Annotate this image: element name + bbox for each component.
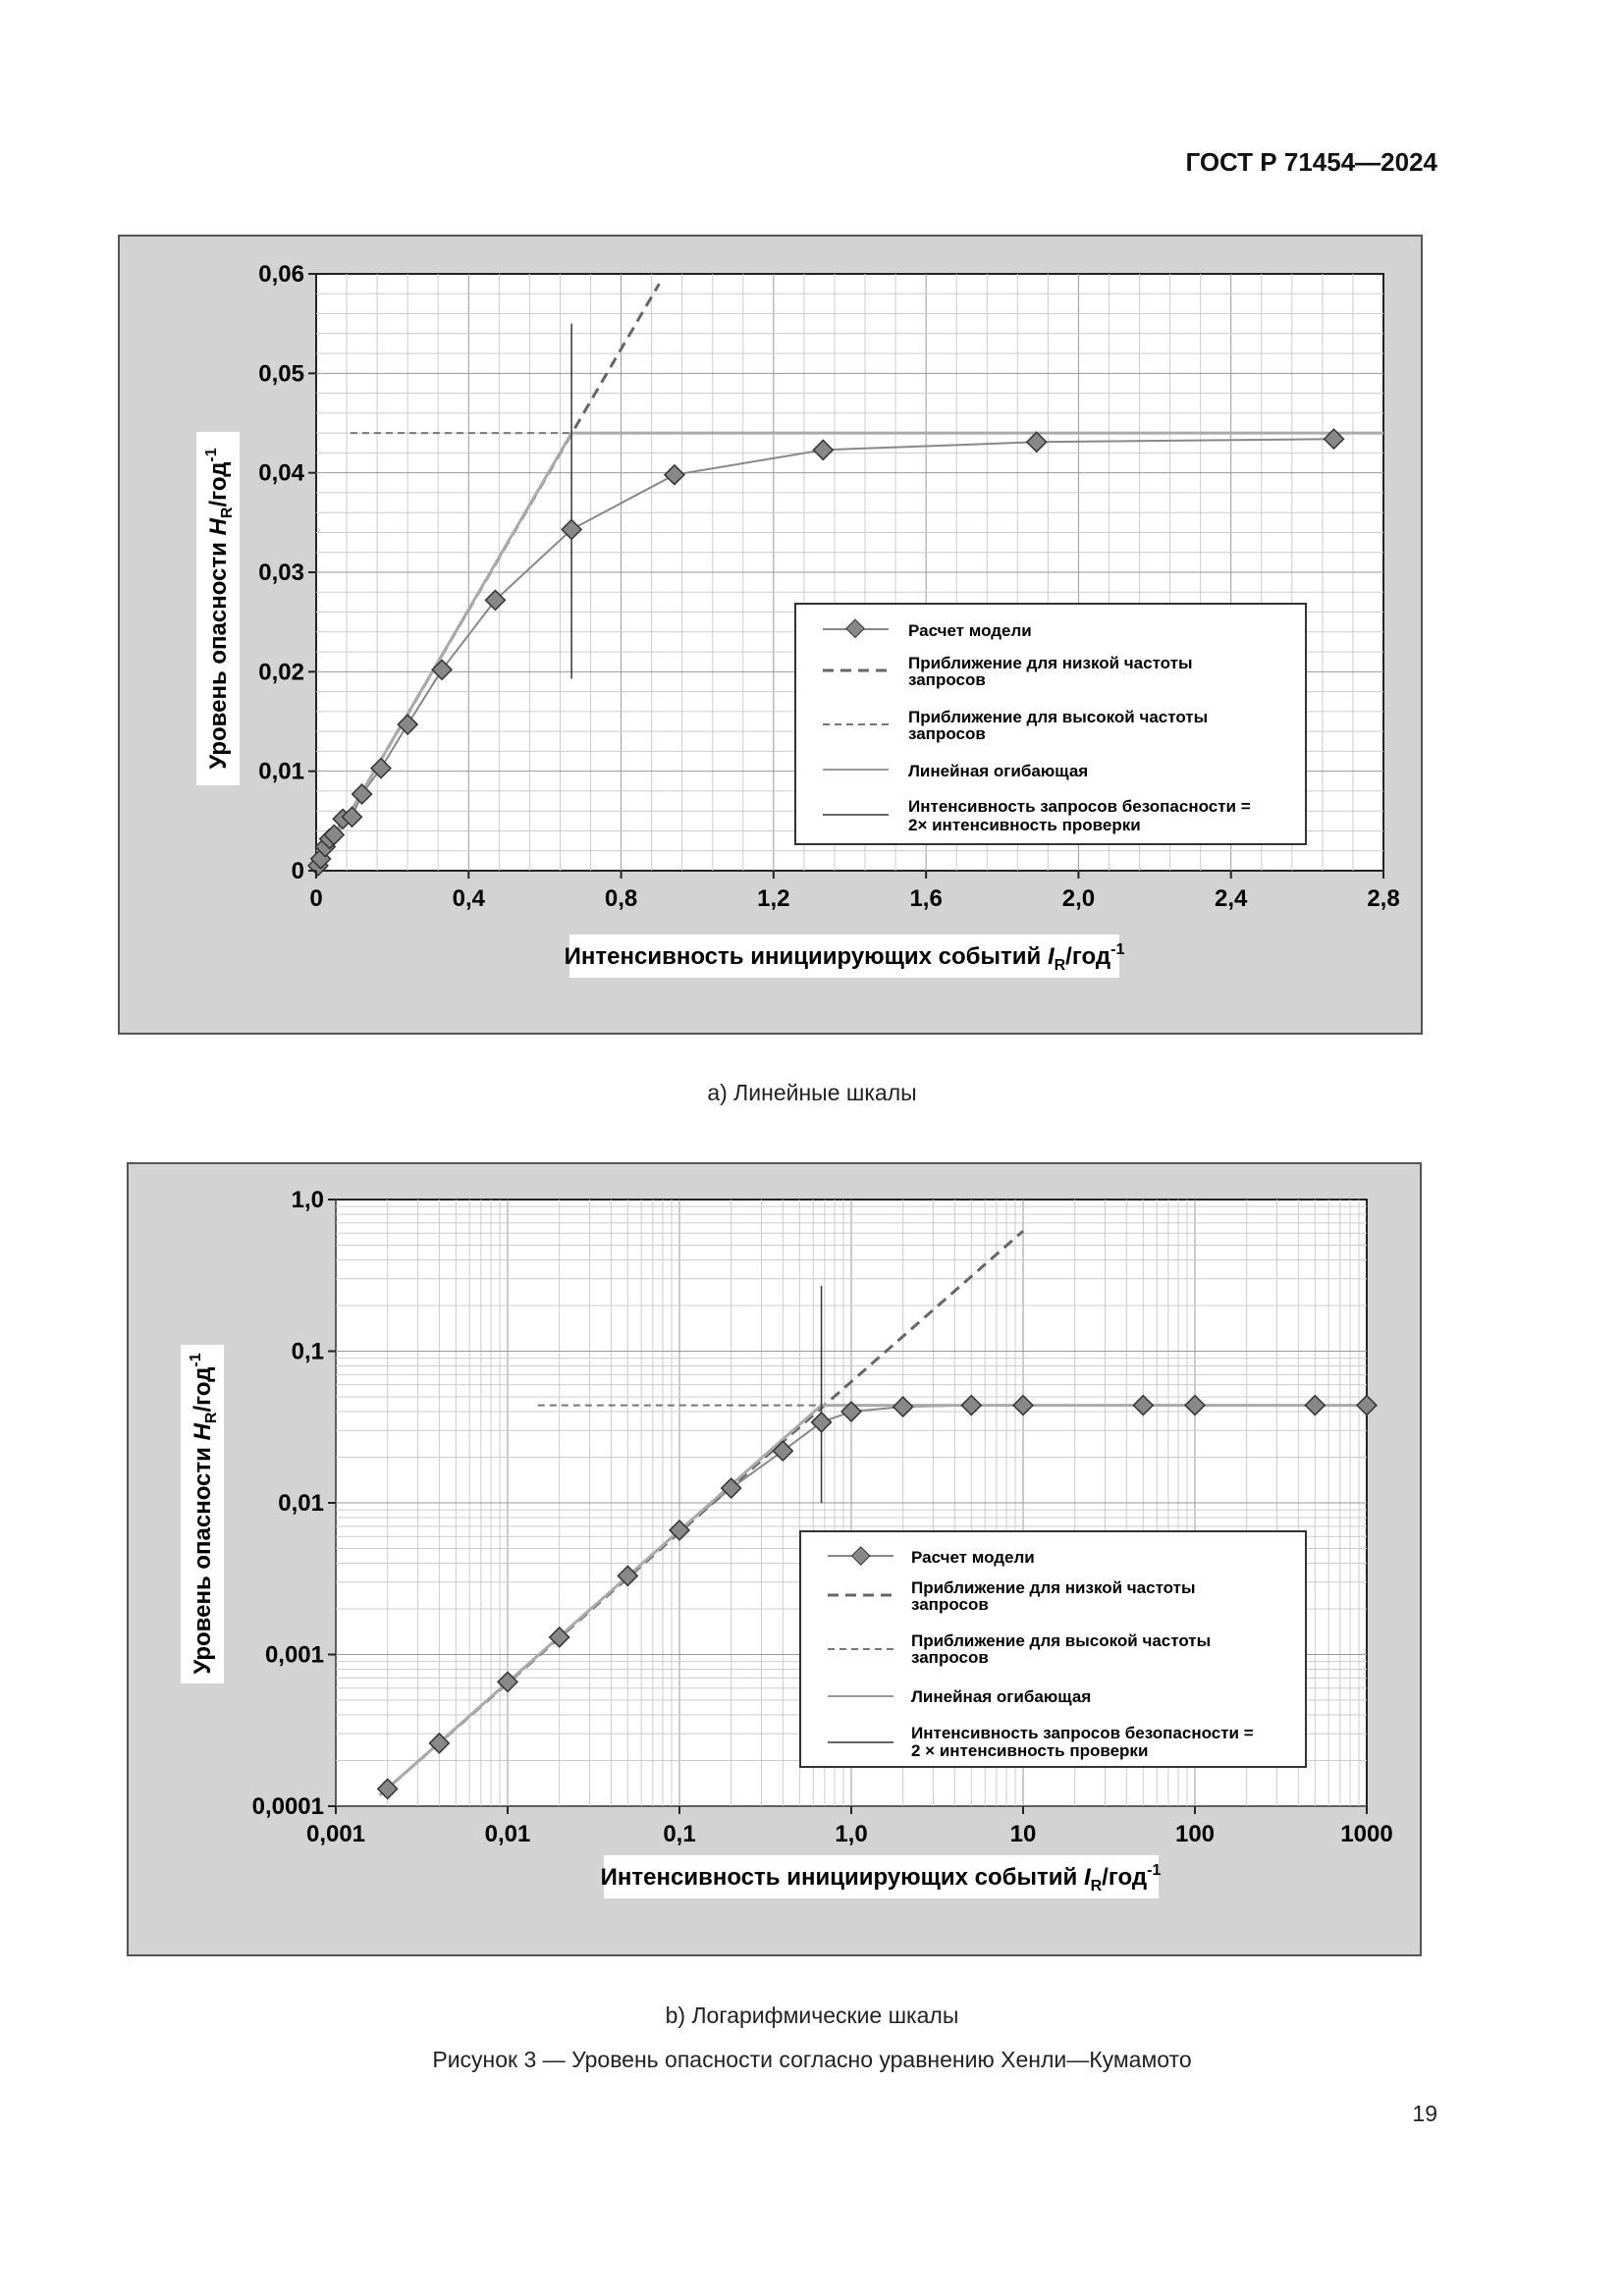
legend-label-high-2: запросов: [908, 724, 986, 743]
x-tick-label: 1,0: [835, 1821, 868, 1847]
ylabel: Уровень опасности $H_R/год^{-1}$: [188, 1353, 220, 1675]
y-tick-label: 0,1: [291, 1338, 324, 1365]
x-tick-label: 2,0: [1061, 885, 1096, 912]
x-tick-label: 1000: [1340, 1821, 1393, 1847]
legend-label-demand: Интенсивность запросов безопасности =: [911, 1724, 1254, 1742]
y-tick-label: 0,0001: [251, 1793, 324, 1820]
legend-label-low: Приближение для низкой частоты: [908, 654, 1193, 672]
y-tick-label: 0,04: [258, 459, 304, 487]
legend-label-demand-2: 2 × интенсивность проверки: [911, 1741, 1149, 1760]
legend: [795, 604, 1306, 844]
y-tick-label: 0,03: [258, 560, 304, 586]
x-tick-label: 1,2: [757, 885, 790, 912]
y-tick-label: 0: [291, 858, 304, 884]
x-tick-label: 0,01: [484, 1821, 531, 1847]
caption-b: b) Логарифмические шкалы: [665, 2002, 959, 2028]
y-tick-label: 1,0: [291, 1187, 324, 1213]
legend-label-low-2: запросов: [911, 1595, 989, 1614]
legend-label-envelope: Линейная огибающая: [908, 762, 1089, 780]
legend-label-demand: Интенсивность запросов безопасности =: [908, 797, 1251, 816]
x-tick-label: 1,6: [909, 885, 943, 912]
legend-label-high-2: запросов: [911, 1648, 989, 1667]
chart-log: [128, 1163, 1421, 1955]
y-tick-label: 0,01: [278, 1490, 324, 1517]
legend-label-model: Расчет модели: [911, 1548, 1035, 1567]
x-tick-label: 100: [1174, 1821, 1216, 1847]
doc-id: ГОСТ Р 71454—2024: [1185, 147, 1437, 177]
legend-label-high: Приближение для высокой частоты: [908, 708, 1209, 726]
y-tick-label: 0,05: [258, 360, 304, 388]
legend: [800, 1531, 1306, 1767]
x-tick-label: 0: [309, 885, 323, 912]
x-tick-label: 2,8: [1367, 885, 1400, 912]
xlabel: Интенсивность инициирующих событий $I_R/год^{-1}$: [600, 1862, 1162, 1895]
page-number: 19: [1412, 2101, 1437, 2126]
x-tick-label: 0,4: [452, 885, 485, 912]
chart-linear: [119, 236, 1422, 1034]
legend-label-demand-2: 2× интенсивность проверки: [908, 816, 1141, 834]
x-tick-label: 2,4: [1215, 885, 1248, 912]
y-tick-label: 0,001: [264, 1641, 324, 1669]
x-tick-label: 0,1: [663, 1821, 696, 1847]
y-tick-label: 0,01: [258, 758, 304, 785]
y-tick-label: 0,06: [258, 261, 304, 288]
legend-label-low: Приближение для низкой частоты: [911, 1578, 1196, 1597]
legend-label-high: Приближение для высокой частоты: [911, 1631, 1212, 1650]
caption-a: a) Линейные шкалы: [707, 1080, 917, 1105]
figure-caption: Рисунок 3 — Уровень опасности согласно уравнению Хенли—Кумамото: [432, 2047, 1192, 2072]
xlabel: Интенсивность инициирующих событий $I_R/год^{-1}$: [564, 941, 1125, 974]
x-tick-label: 10: [1009, 1821, 1037, 1847]
legend-label-model: Расчет модели: [908, 621, 1032, 640]
ylabel: Уровень опасности $H_R/год^{-1}$: [203, 448, 236, 770]
legend-label-envelope: Линейная огибающая: [911, 1687, 1092, 1706]
x-tick-label: 0,001: [305, 1821, 366, 1847]
y-tick-label: 0,02: [258, 659, 304, 686]
legend-label-low-2: запросов: [908, 670, 986, 689]
x-tick-label: 0,8: [604, 885, 638, 912]
